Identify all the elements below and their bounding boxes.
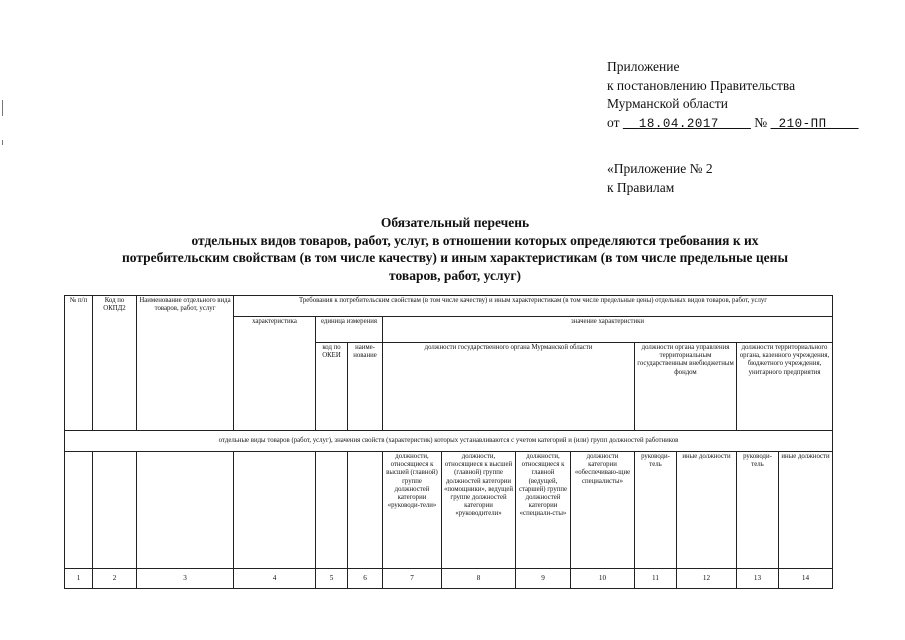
column-number: 4 [234,569,316,589]
category-cell: должности, относящиеся к высшей (главной) группе должностей категории «помощники», ведущей группе должностей категории «руководители» [442,452,516,569]
column-number-row [65,569,833,589]
header-line: Мурманской области [607,96,728,111]
title-line: товаров, работ, услуг) [389,267,521,283]
title-line: Обязательный перечень [380,215,530,230]
header-cell-requirements: Требования к потребительским свойствам (в том числе качеству) и иным характеристикам (в том числе предельные цены) отдельных видов товаров, работ, услуг [234,296,833,317]
column-number: 1 [65,569,93,589]
empty-cell [316,452,348,569]
table-header-row [65,296,833,317]
column-number: 10 [571,569,635,589]
header-line: Приложение [607,59,680,74]
margin-mark [2,140,3,145]
header-cell-unit-name: наиме-нование [348,343,383,431]
column-number: 12 [677,569,737,589]
appendix-header [607,58,859,133]
category-cell: должности категории «обеспечиваю-щие специалисты» [571,452,635,569]
header-cell-num: № п/п [65,296,93,431]
column-number: 7 [383,569,442,589]
header-cell-okpd: Код по ОКПД2 [93,296,137,431]
margin-mark [2,100,3,116]
header-cell-fund-positions: должности органа управления территориальным государственным внебюджетным фондом [635,343,737,431]
title-line: отдельных видов товаров, работ, услуг, в отношении которых определяются требования к их [191,232,759,248]
column-number: 11 [635,569,677,589]
column-number: 9 [516,569,571,589]
decree-number: 210-ПП [778,116,827,131]
document-title [70,214,840,284]
empty-cell [93,452,137,569]
empty-cell [234,452,316,569]
header-cell-unit-code: код по ОКЕИ [316,343,348,431]
header-cell-gov-positions: должности государственного органа Мурманской области [383,343,635,431]
header-cell-name: Наименование отдельного вида товаров, работ, услуг [137,296,234,431]
empty-cell [348,452,383,569]
section-row-text: отдельные виды товаров (работ, услуг), значения свойств (характеристик) которых устанавливаются с учетом категорий и (или) групп должностей работников [65,431,833,452]
column-number: 13 [737,569,779,589]
header-cell-value: значение характеристики [383,317,833,343]
title-line: потребительским свойствам (в том числе качеству) и иным характеристикам (в том числе предельные цены [121,250,788,265]
rules-appendix-header [607,160,713,197]
header-date-line [607,114,859,134]
empty-cell [137,452,234,569]
category-cell: руководи-тель [635,452,677,569]
column-number: 3 [137,569,234,589]
from-label: от [607,114,620,130]
column-number: 5 [316,569,348,589]
appendix-line: «Приложение № 2 [607,161,713,176]
header-line: к постановлению Правительства [607,77,796,93]
header-cell-characteristic: характеристика [234,317,316,431]
column-number: 14 [779,569,833,589]
header-cell-unit: единица измерения [316,317,383,343]
category-cell: иные должности [677,452,737,569]
requirements-table [64,295,833,589]
number-label: № [754,114,768,130]
decree-date: 18.04.2017 [638,116,719,131]
category-cell: должности, относящиеся к главной (ведущей, старшей) группе должностей категории «специали-сты» [516,452,571,569]
category-cell: должности, относящиеся к высшей (главной) группе должностей категории «руководи-тели» [383,452,442,569]
appendix-line: к Правилам [607,179,675,195]
category-cell: иные должности [779,452,833,569]
section-row [65,431,833,452]
column-number: 8 [442,569,516,589]
category-cell: руководи-тель [737,452,779,569]
header-cell-inst-positions: должности территориального органа, казенного учреждения, бюджетного учреждения, унитарного предприятия [737,343,833,431]
category-row [65,452,833,569]
column-number: 6 [348,569,383,589]
column-number: 2 [93,569,137,589]
empty-cell [65,452,93,569]
